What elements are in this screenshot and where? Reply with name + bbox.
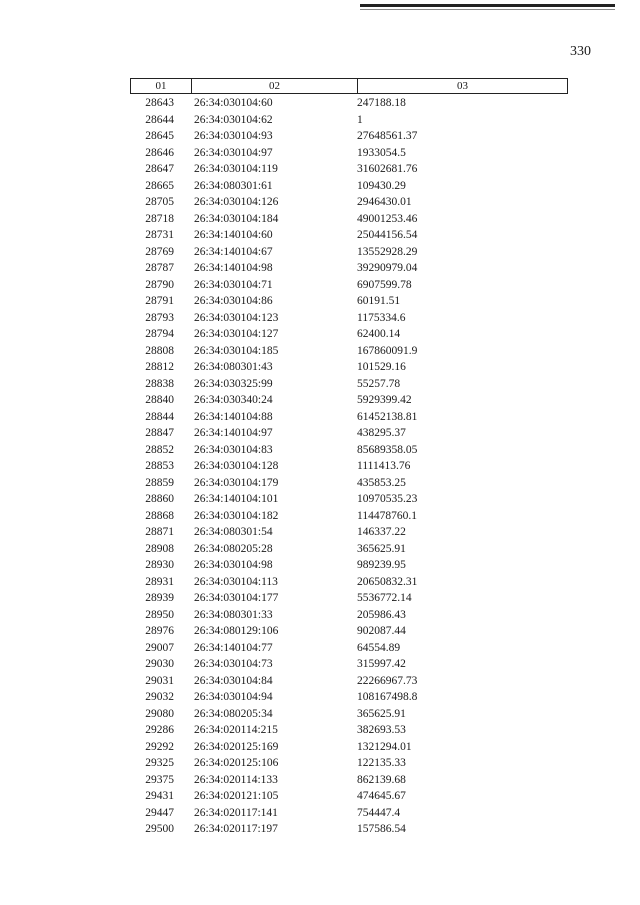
table-cell-01: 28930 <box>145 559 174 571</box>
table-cell-02: 26:34:030104:97 <box>194 146 273 159</box>
table-row <box>130 821 570 838</box>
table-cell-03: 167860091.9 <box>357 344 418 357</box>
table-cell-01: 28939 <box>145 592 174 604</box>
table-row <box>130 178 570 195</box>
table-cell-02: 26:34:030104:62 <box>194 113 273 126</box>
table-cell-01: 28645 <box>145 130 174 142</box>
table-cell-01: 28644 <box>145 113 174 126</box>
table-row <box>130 442 570 459</box>
table-cell-02: 26:34:080129:106 <box>194 625 279 637</box>
table-cell-01: 28908 <box>145 542 174 555</box>
table-cell-01: 28976 <box>145 625 174 637</box>
table-row <box>130 755 570 772</box>
table-cell-03: 25044156.54 <box>357 229 418 241</box>
table-cell-01: 29007 <box>145 641 174 654</box>
table-cell-03: 989239.95 <box>357 559 406 571</box>
table-cell-02: 26:34:080301:43 <box>194 361 273 373</box>
table-row <box>130 244 570 261</box>
table-cell-02: 26:34:140104:97 <box>194 427 273 439</box>
table-row <box>130 425 570 442</box>
table-row <box>130 112 570 129</box>
table-cell-03: 365625.91 <box>357 542 406 555</box>
table-cell-03: 85689358.05 <box>357 443 418 456</box>
table-row <box>130 227 570 244</box>
table-cell-02: 26:34:030104:182 <box>194 509 279 522</box>
table-cell-03: 62400.14 <box>357 328 401 340</box>
table-cell-01: 28868 <box>145 509 174 522</box>
table-row <box>130 557 570 574</box>
table-cell-01: 29500 <box>145 823 174 835</box>
table-cell-02: 26:34:020117:197 <box>194 823 278 835</box>
table-cell-03: 1175334.6 <box>357 311 406 324</box>
table-cell-03: 114478760.1 <box>357 509 417 522</box>
column-header-03: 03 <box>457 80 468 92</box>
table-row <box>130 656 570 673</box>
table-cell-01: 29286 <box>145 724 174 736</box>
table-cell-02: 26:34:020114:215 <box>194 724 278 736</box>
table-cell-01: 28794 <box>145 328 174 340</box>
table-row <box>130 623 570 640</box>
table-cell-01: 28647 <box>145 163 174 175</box>
table-row <box>130 145 570 162</box>
table-cell-03: 902087.44 <box>357 625 406 637</box>
table-cell-03: 6907599.78 <box>357 278 412 291</box>
table-cell-02: 26:34:030104:126 <box>194 196 279 208</box>
table-row <box>130 788 570 805</box>
table-cell-01: 29375 <box>145 773 174 786</box>
table-row <box>130 458 570 475</box>
table-cell-02: 26:34:140104:88 <box>194 410 273 423</box>
table-cell-02: 26:34:030104:83 <box>194 443 273 456</box>
table-cell-02: 26:34:140104:60 <box>194 229 273 241</box>
table-cell-01: 28665 <box>145 179 174 192</box>
table-cell-03: 1933054.5 <box>357 146 406 159</box>
table-cell-01: 29030 <box>145 658 174 670</box>
table-cell-01: 29031 <box>145 674 174 687</box>
table-row <box>130 739 570 756</box>
table-cell-02: 26:34:080205:28 <box>194 542 273 555</box>
table-cell-01: 29431 <box>145 790 174 802</box>
table-row <box>130 128 570 145</box>
table-cell-01: 29447 <box>145 806 174 819</box>
table-cell-02: 26:34:030104:184 <box>194 212 279 225</box>
table-row <box>130 590 570 607</box>
table-row <box>130 161 570 178</box>
table-row <box>130 607 570 624</box>
table-cell-02: 26:34:140104:67 <box>194 245 273 258</box>
table-cell-03: 382693.53 <box>357 724 406 736</box>
table-cell-03: 39290979.04 <box>357 262 418 274</box>
table-cell-02: 26:34:030340:24 <box>194 394 273 406</box>
table-cell-02: 26:34:080301:61 <box>194 179 273 192</box>
table-cell-01: 28871 <box>145 526 174 538</box>
table-row <box>130 689 570 706</box>
table-cell-01: 28646 <box>145 146 174 159</box>
table-cell-03: 49001253.46 <box>357 212 418 225</box>
table-cell-02: 26:34:140104:101 <box>194 493 279 505</box>
column-header-01: 01 <box>131 79 192 93</box>
table-cell-02: 26:34:080205:34 <box>194 707 273 720</box>
table-cell-03: 1111413.76 <box>357 460 411 472</box>
table-cell-02: 26:34:030104:93 <box>194 130 273 142</box>
table-cell-03: 122135.33 <box>357 757 406 769</box>
table-cell-02: 26:34:030104:71 <box>194 278 273 291</box>
table-cell-03: 365625.91 <box>357 707 406 720</box>
table-cell-01: 28838 <box>145 377 174 390</box>
table-cell-02: 26:34:030104:185 <box>194 344 279 357</box>
table-cell-01: 28787 <box>145 262 174 274</box>
table-cell-01: 29325 <box>145 757 174 769</box>
table-row <box>130 541 570 558</box>
table-row <box>130 211 570 228</box>
table-cell-02: 26:34:080301:33 <box>194 608 273 621</box>
table-cell-01: 28840 <box>145 394 174 406</box>
table-cell-02: 26:34:030104:177 <box>194 592 279 604</box>
table-row <box>130 376 570 393</box>
table-cell-03: 108167498.8 <box>357 691 418 703</box>
table-cell-01: 28844 <box>145 410 174 423</box>
table-cell-02: 26:34:030104:60 <box>194 97 273 109</box>
table-cell-01: 28860 <box>145 493 174 505</box>
table-row <box>130 475 570 492</box>
table-row <box>130 805 570 822</box>
table-header <box>130 78 568 94</box>
table-cell-01: 28718 <box>145 212 174 225</box>
table-cell-03: 1321294.01 <box>357 740 412 753</box>
table-cell-03: 5536772.14 <box>357 592 412 604</box>
table-cell-01: 28847 <box>145 427 174 439</box>
page-number: 330 <box>570 44 591 59</box>
table-cell-01: 28853 <box>145 460 174 472</box>
table-row <box>130 359 570 376</box>
table-cell-03: 438295.37 <box>357 427 406 439</box>
table-row <box>130 574 570 591</box>
table-cell-02: 26:34:030104:94 <box>194 691 273 703</box>
table-cell-01: 28731 <box>145 229 174 241</box>
table-cell-03: 157586.54 <box>357 823 406 835</box>
table-cell-02: 26:34:030104:123 <box>194 311 279 324</box>
table-row <box>130 640 570 657</box>
table-row <box>130 508 570 525</box>
table-cell-02: 26:34:020114:133 <box>194 773 278 786</box>
table-row <box>130 260 570 277</box>
table-cell-03: 862139.68 <box>357 773 406 786</box>
table-cell-02: 26:34:020117:141 <box>194 806 278 819</box>
table-row <box>130 491 570 508</box>
column-header-02: 02 <box>192 79 358 93</box>
table-cell-01: 28852 <box>145 443 174 456</box>
table-cell-01: 29080 <box>145 707 174 720</box>
table-cell-03: 2946430.01 <box>357 196 412 208</box>
table-cell-02: 26:34:080301:54 <box>194 526 273 538</box>
table-row <box>130 277 570 294</box>
table-cell-02: 26:34:030104:113 <box>194 575 278 588</box>
table-row <box>130 772 570 789</box>
table-cell-02: 26:34:140104:77 <box>194 641 273 654</box>
table-cell-03: 247188.18 <box>357 97 406 109</box>
table-cell-02: 26:34:020125:106 <box>194 757 279 769</box>
table-cell-01: 28769 <box>145 245 174 258</box>
table-cell-02: 26:34:030104:86 <box>194 295 273 307</box>
table-cell-03: 1 <box>357 113 363 126</box>
table-cell-02: 26:34:140104:98 <box>194 262 273 274</box>
header-rule <box>360 4 615 7</box>
table-cell-01: 28705 <box>145 196 174 208</box>
table-cell-03: 315997.42 <box>357 658 406 670</box>
table-cell-03: 20650832.31 <box>357 575 418 588</box>
table-cell-01: 28808 <box>145 344 174 357</box>
table-row <box>130 95 570 112</box>
table-cell-01: 28791 <box>145 295 174 307</box>
table-cell-03: 109430.29 <box>357 179 406 192</box>
table-cell-01: 28859 <box>145 476 174 489</box>
table-cell-02: 26:34:030104:73 <box>194 658 273 670</box>
table-cell-03: 27648561.37 <box>357 130 418 142</box>
table-cell-03: 10970535.23 <box>357 493 418 505</box>
table-cell-03: 205986.43 <box>357 608 406 621</box>
table-cell-01: 28812 <box>145 361 174 373</box>
table-cell-03: 22266967.73 <box>357 674 418 687</box>
table-cell-02: 26:34:030104:84 <box>194 674 273 687</box>
table-cell-02: 26:34:030104:98 <box>194 559 273 571</box>
table-cell-01: 28793 <box>145 311 174 324</box>
table-cell-02: 26:34:020121:105 <box>194 790 279 802</box>
table-cell-01: 28790 <box>145 278 174 291</box>
table-cell-02: 26:34:020125:169 <box>194 740 279 753</box>
table-cell-03: 146337.22 <box>357 526 406 538</box>
table-row <box>130 409 570 426</box>
table-row <box>130 524 570 541</box>
table-cell-01: 28950 <box>145 608 174 621</box>
table-cell-03: 474645.67 <box>357 790 406 802</box>
table-cell-03: 64554.89 <box>357 641 401 654</box>
table-cell-02: 26:34:030325:99 <box>194 377 273 390</box>
table-row <box>130 194 570 211</box>
table-cell-02: 26:34:030104:179 <box>194 476 279 489</box>
table-cell-02: 26:34:030104:119 <box>194 163 278 175</box>
table-cell-03: 61452138.81 <box>357 410 418 423</box>
table-row <box>130 673 570 690</box>
table-row <box>130 293 570 310</box>
table-cell-03: 31602681.76 <box>357 163 418 175</box>
table-cell-01: 29032 <box>145 691 174 703</box>
table-cell-03: 5929399.42 <box>357 394 412 406</box>
table-cell-02: 26:34:030104:128 <box>194 460 279 472</box>
table-cell-02: 26:34:030104:127 <box>194 328 279 340</box>
table-row <box>130 722 570 739</box>
table-cell-01: 28643 <box>145 97 174 109</box>
table-row <box>130 706 570 723</box>
table-row <box>130 343 570 360</box>
table-row <box>130 392 570 409</box>
table-cell-03: 13552928.29 <box>357 245 418 258</box>
table-row <box>130 326 570 343</box>
table-cell-03: 55257.78 <box>357 377 401 390</box>
table-cell-03: 60191.51 <box>357 295 401 307</box>
header-rule-thin <box>360 9 615 10</box>
table-body <box>130 95 570 838</box>
table-cell-03: 754447.4 <box>357 806 401 819</box>
table-cell-01: 28931 <box>145 575 174 588</box>
table-cell-03: 435853.25 <box>357 476 406 489</box>
table-cell-01: 29292 <box>145 740 174 753</box>
table-row <box>130 310 570 327</box>
table-cell-03: 101529.16 <box>357 361 406 373</box>
